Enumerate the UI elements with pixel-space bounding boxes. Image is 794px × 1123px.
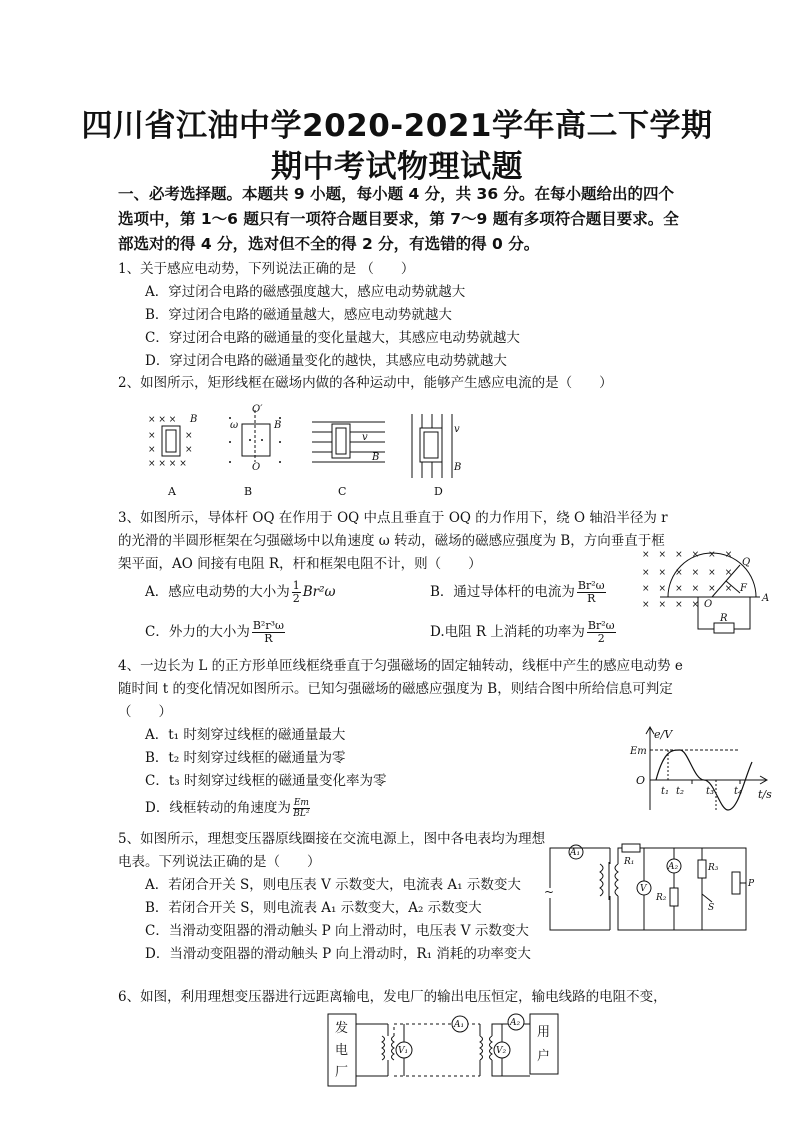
q2-label-a: A [168,485,176,498]
q2-label-b-field: B [190,414,198,425]
q4-xlabel: t/s [758,788,772,801]
question-6-stem: 6、如图，利用理想变压器进行远距离输电，发电厂的输出电压恒定，输电线路的电阻不变， [118,989,667,1005]
q2-figure [140,402,480,502]
svg-text:×: × [148,445,156,455]
q4-em-label: Em [630,746,647,757]
q4-figure [628,722,788,817]
q3-d-den: 2 [597,632,605,645]
q6-ammeter-a1: A₁ [454,1020,465,1030]
q5-resistor-r3: R₃ [708,863,719,873]
q2-label-v2: v [454,424,460,435]
q6-plant-char-2: 电 [335,1043,349,1058]
q3-a-fraction [292,580,301,605]
question-5-stem: 5、如图所示，理想变压器原线圈接在交流电源上，图中各电表均为理想电表。下列说法正确的是（ ） [118,831,546,870]
question-4-stem: 4、一边长为 L 的正方形单匝线框绕垂直于匀强磁场的固定轴转动，线框中产生的感应电动势 e 随时间 t 的变化情况如图所示。已知匀强磁场的磁感应强度为 B，则结合图中所给信息可判定（ ） [118,658,683,720]
q3-a-num: 1 [292,579,300,592]
q4-tick-t3: t₃ [706,786,715,797]
svg-text:× × × × × ×: × × × × × × [642,550,733,560]
svg-text:×: × [185,431,193,441]
q6-voltmeter-v2: V₂ [496,1046,507,1056]
svg-text:× × × ×: × × × × [642,600,700,610]
q2-fig-a [148,414,197,469]
page-title: 四川省江油中学2020-2021学年高二下学期 [81,108,713,144]
q4-d-den: BL² [293,809,310,819]
svg-text:×: × [185,445,193,455]
q3-figure [640,545,785,635]
question-1 [118,258,688,373]
q5-resistor-r2: R₂ [656,893,667,903]
svg-text:× × × × × ×: × × × × × × [642,584,733,594]
q3-label-o: O [704,599,713,610]
option-c: C．穿过闭合电路的磁通量的变化量越大，其感应电动势就越大 [145,330,520,346]
q5-figure [540,838,790,938]
q3-c-fraction [252,620,285,645]
q4-d-text: D．线框转动的角速度为 [145,800,291,816]
q3-d-text: D.电阻 R 上消耗的功率为 [430,624,585,640]
q2-fig-c [312,422,385,463]
q4-d-fraction [293,798,310,819]
q5-ac-source: ~ [544,885,555,899]
q3-c-num: B²r³ω [252,619,284,632]
q5-switch-s: S [708,903,715,913]
q3-option-a [145,580,336,605]
q6-figure [320,1010,570,1090]
question-stem: 1、关于感应电动势，下列说法正确的是 （ ） [118,261,415,277]
q3-label-r: R [720,613,728,624]
q6-user-char-2: 户 [537,1049,551,1064]
q4-options [145,724,386,820]
q3-option-c [145,620,287,645]
q6-plant-char-1: 发 [335,1021,349,1036]
svg-text:× × ×: × × × [148,415,177,425]
q2-label-o: O [252,462,261,473]
q2-fig-b [229,404,281,473]
q2-label-b4: B [454,462,462,473]
question-3-stem: 3、如图所示，导体杆 OQ 在作用于 OQ 中点且垂直于 OQ 的力作用下，绕 O 轴沿半径为 r 的光滑的半圆形框架在匀强磁场中以角速度 ω 转动，磁场的磁感应强度为 B，方向垂直于框架平面，AO 间接有电阻 R，杆和框架电阻不计，则（ ） [118,510,668,572]
svg-text:× × × × × ×: × × × × × × [642,568,733,578]
q3-b-num: Br²ω [577,579,605,592]
q5-option-d: D．当滑动变阻器的滑动触头 P 向上滑动时，R₁ 消耗的功率变大 [145,946,531,962]
section-instructions: 一、必考选择题。本题共 9 小题，每小题 4 分，共 36 分。在每小题给出的四个选项中，第 1～6 题只有一项符合题目要求，第 7～9 题有多项符合题目要求。全部选对的得 4 分，选对但不全的得 2 分，有选错的得 0 分。 [118,185,679,253]
q3-label-f: F [740,583,747,594]
q3-c-text: C．外力的大小为 [145,624,250,640]
q3-b-fraction [577,580,606,605]
q4-option-b: B．t₂ 时刻穿过线框的磁通量为零 [145,750,346,766]
q4-option-d [145,797,386,820]
q3-d-fraction [587,620,616,645]
q2-label-o-prime: O′ [252,404,263,415]
q3-d-num: Br²ω [587,619,615,632]
option-d: D．穿过闭合电路的磁通量变化的越快，其感应电动势就越大 [145,353,507,369]
q6-voltmeter-v1: V₁ [398,1046,409,1056]
q6-ammeter-a2: A₂ [510,1018,521,1028]
question-2-stem: 2、如图所示，矩形线框在磁场内做的各种运动中，能够产生感应电流的是（ ） [118,375,613,391]
q3-option-b [430,580,608,605]
q4-d-num: Em [293,798,309,808]
q2-label-c: C [338,485,347,498]
q2-label-b2: B [274,420,282,431]
q5-resistor-r1: R₁ [624,857,635,867]
q2-label-b3: B [372,452,380,463]
q3-b-text: B．通过导体杆的电流为 [430,584,575,600]
q5-ammeter-a2: A₂ [668,862,679,872]
q2-label-b: B [244,485,253,498]
q5-option-a: A．若闭合开关 S，则电压表 V 示数变大，电流表 A₁ 示数变大 [145,877,521,893]
q2-fig-d [412,414,461,478]
q3-label-q: Q [742,557,751,568]
q3-a-den: 2 [292,592,300,605]
q5-option-b: B．若闭合开关 S，则电流表 A₁ 示数变大，A₂ 示数变大 [145,900,482,916]
svg-text:× × × ×: × × × × [148,459,187,469]
q3-c-den: R [264,632,273,645]
option-a: A．穿过闭合电路的磁感强度越大，感应电动势就越大 [145,284,466,300]
page-subtitle: 期中考试物理试题 [271,149,523,185]
q2-label-omega: ω [230,420,239,431]
q4-option-c: C．t₃ 时刻穿过线框的磁通量变化率为零 [145,773,387,789]
q5-option-c: C．当滑动变阻器的滑动触头 P 向上滑动时，电压表 V 示数变大 [145,923,529,939]
q4-option-a: A．t₁ 时刻穿过线框的磁通量最大 [145,727,346,743]
q5-voltmeter-v: V [640,884,647,894]
q5-slider-p: P [748,879,755,889]
q3-b-den: R [587,592,596,605]
q4-tick-t1: t₁ [661,786,670,797]
q4-origin: O [636,774,646,787]
q3-a-text: A．感应电动势的大小为 [145,584,290,600]
q3-label-a: A [762,593,770,604]
q4-tick-t4: t₄ [734,786,743,797]
q4-tick-t2: t₂ [676,786,685,797]
q2-label-v: v [362,432,368,443]
q3-option-d [430,620,618,645]
q2-label-d: D [434,485,443,498]
q6-plant-char-3: 厂 [335,1065,349,1080]
q6-user-char-1: 用 [537,1025,551,1040]
q5-ammeter-a1: A₁ [570,848,581,858]
q4-ylabel: e/V [654,728,673,741]
svg-text:×: × [148,431,156,441]
q3-a-expr: Br²ω [302,584,336,600]
q5-options [145,874,531,966]
option-b: B．穿过闭合电路的磁通量越大，感应电动势就越大 [145,307,452,323]
